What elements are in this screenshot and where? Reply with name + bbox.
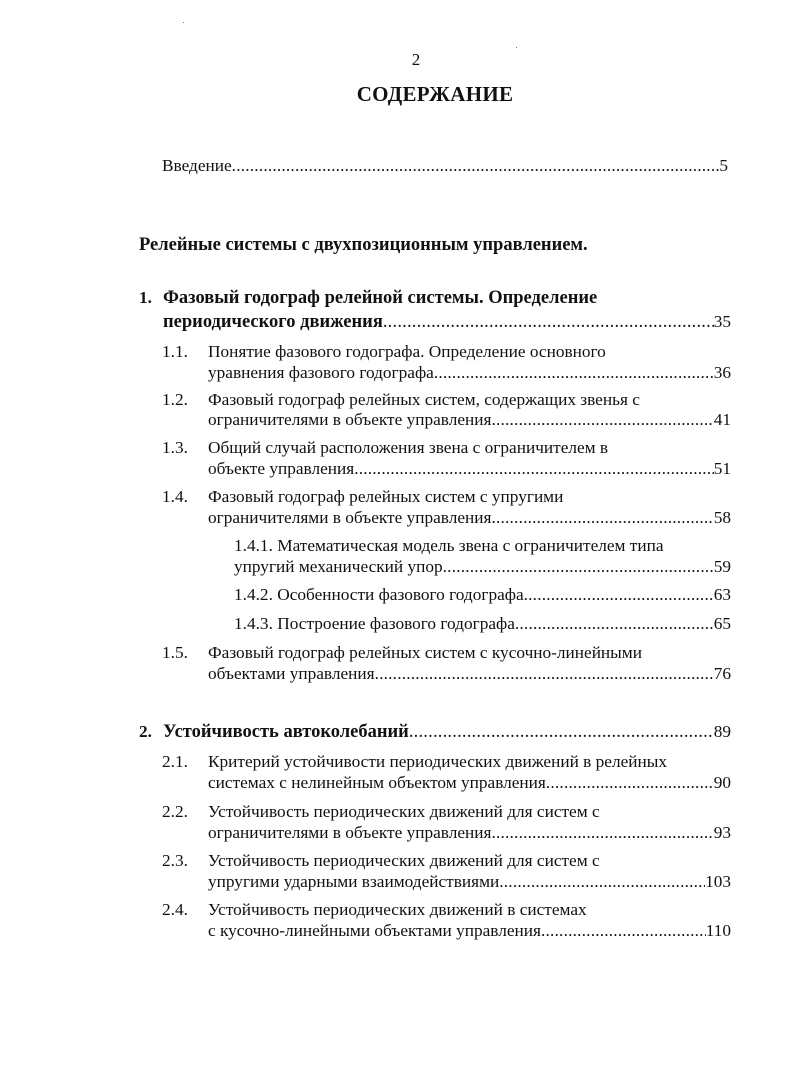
leader-dots (409, 722, 714, 743)
toc-page-number: 36 (713, 363, 731, 382)
toc-entry-chapter-1[interactable] (163, 312, 731, 333)
section-number: 1.2. (162, 390, 188, 409)
leader-dots (491, 823, 713, 843)
section-title-line1: Устойчивость периодических движений для систем с (208, 802, 600, 821)
toc-page-number: 93 (713, 823, 731, 842)
part-heading: Релейные системы с двухпозиционным управлением. (139, 235, 588, 255)
section-title-line2: ограничителями в объекте управления (208, 823, 492, 842)
section-title-line2: ограничителями в объекте управления (208, 410, 492, 429)
section-number: 2.1. (162, 752, 188, 771)
chapter-title-line1: Фазовый годограф релейной системы. Определение (163, 288, 598, 308)
toc-page-number: 63 (713, 585, 731, 604)
chapter-number: 1. (139, 288, 152, 307)
section-title-line2: уравнения фазового годографа (208, 363, 434, 382)
section-number: 2.2. (162, 802, 188, 821)
subsection-title: 1.4.3. Построение фазового годографа (234, 614, 515, 633)
section-title-line1: Общий случай расположения звена с ограничителем в (208, 438, 609, 457)
section-number: 2.3. (162, 851, 188, 870)
toc-entry-1-4-2[interactable] (234, 585, 731, 605)
toc-page-number: 41 (713, 410, 731, 429)
subsection-title-line2: упругий механический упор (234, 557, 443, 576)
leader-dots (232, 156, 720, 176)
toc-entry-chapter-2[interactable] (163, 722, 731, 743)
scan-speck (183, 22, 184, 23)
leader-dots (375, 664, 714, 684)
section-title-line1: Устойчивость периодических движений в системах (208, 900, 587, 919)
chapter-number: 2. (139, 722, 152, 741)
leader-dots (491, 508, 713, 528)
section-number: 2.4. (162, 900, 188, 919)
leader-dots (443, 557, 714, 577)
toc-entry-1-5[interactable] (208, 664, 731, 684)
toc-page-number: 59 (713, 557, 731, 576)
toc-page-number: 35 (713, 312, 731, 331)
toc-entry-2-2[interactable] (208, 823, 731, 843)
subsection-title-line1: 1.4.1. Математическая модель звена с ограничителем типа (234, 536, 664, 555)
section-title-line2: системах с нелинейным объектом управления (208, 773, 546, 792)
leader-dots (354, 459, 714, 479)
toc-entry-1-4-1[interactable] (234, 557, 731, 577)
section-number: 1.3. (162, 438, 188, 457)
subsection-number: 1.4.1. (234, 536, 273, 555)
chapter-title-line2: периодического движения (163, 312, 383, 332)
toc-page-number: 110 (705, 921, 731, 940)
leader-dots (541, 921, 706, 941)
page-number: 2 (411, 50, 421, 69)
toc-entry-1-3[interactable] (208, 459, 731, 479)
section-title-line1: Фазовый годограф релейных систем с упругими (208, 487, 564, 506)
toc-page-number: 89 (713, 722, 731, 741)
scan-speck (516, 47, 517, 48)
section-number: 1.1. (162, 342, 188, 361)
toc-page-number: 76 (713, 664, 731, 683)
toc-page-number: 103 (705, 872, 731, 891)
toc-entry-2-1[interactable] (208, 773, 731, 793)
section-title-line2: ограничителями в объекте управления (208, 508, 492, 527)
toc-entry-label: Введение (162, 156, 232, 175)
chapter-title: Устойчивость автоколебаний (163, 722, 409, 742)
section-title-line2: объектами управления (208, 664, 375, 683)
toc-entry-1-2[interactable] (208, 410, 731, 430)
toc-page-number: 58 (713, 508, 731, 527)
section-number: 1.4. (162, 487, 188, 506)
subsection-title: 1.4.2. Особенности фазового годографа (234, 585, 524, 604)
leader-dots (383, 312, 714, 333)
toc-entry-2-4[interactable] (208, 921, 731, 941)
section-title-line1: Фазовый годограф релейных систем, содержащих звенья с (208, 390, 640, 409)
leader-dots (515, 614, 714, 634)
toc-entry-1-1[interactable] (208, 363, 731, 383)
toc-entry-intro[interactable] (162, 156, 728, 176)
leader-dots (491, 410, 713, 430)
leader-dots (546, 773, 714, 793)
section-title-line1: Критерий устойчивости периодических движений в релейных (208, 752, 667, 771)
toc-entry-2-3[interactable] (208, 872, 731, 892)
toc-page-number: 5 (719, 156, 728, 175)
section-number: 1.5. (162, 643, 188, 662)
toc-entry-1-4[interactable] (208, 508, 731, 528)
section-title-line2: с кусочно-линейными объектами управления (208, 921, 541, 940)
toc-page-number: 65 (713, 614, 731, 633)
leader-dots (499, 872, 705, 892)
section-title-line1: Устойчивость периодических движений для систем с (208, 851, 600, 870)
leader-dots (524, 585, 714, 605)
section-title-line2: упругими ударными взаимодействиями (208, 872, 500, 891)
section-title-line1: Понятие фазового годографа. Определение основного (208, 342, 606, 361)
section-title-line1: Фазовый годограф релейных систем с кусочно-линейными (208, 643, 642, 662)
section-title-line2: объекте управления (208, 459, 355, 478)
toc-entry-1-4-3[interactable] (234, 614, 731, 634)
leader-dots (434, 363, 714, 383)
toc-page-number: 51 (713, 459, 731, 478)
page-title: СОДЕРЖАНИЕ (356, 82, 514, 106)
toc-page-number: 90 (713, 773, 731, 792)
